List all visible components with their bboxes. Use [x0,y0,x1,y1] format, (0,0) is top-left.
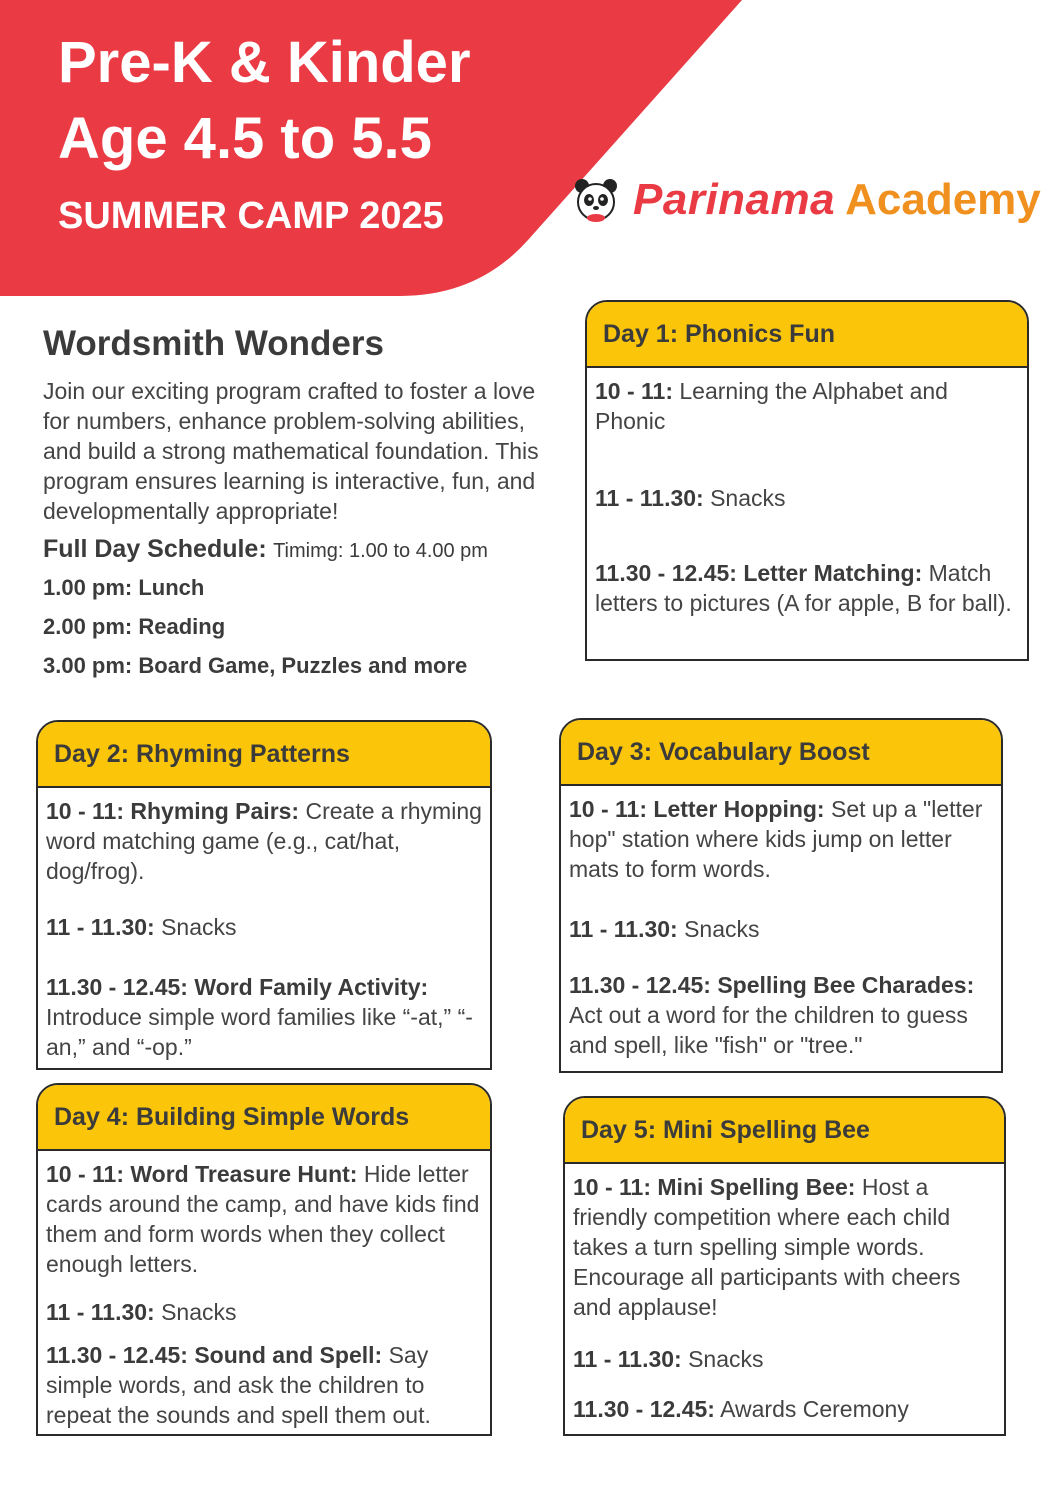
entry-time: 10 - 11: [46,798,124,824]
schedule-item: 3.00 pm: Board Game, Puzzles and more [43,653,468,678]
intro-section [43,322,543,685]
header-title-line2: Age 4.5 to 5.5 [58,106,432,171]
entry-time: 11 - 11.30: [595,485,704,511]
logo-word-parinama: Parinama [633,175,836,224]
entry-text: Hide letter cards around the camp, and have kids find them and form words when they collect enough letters. [46,1161,480,1277]
entry-time: 10 - 11: [573,1174,651,1200]
day-card-4 [36,1083,492,1436]
schedule-entry [595,558,1019,618]
entry-activity: Rhyming Pairs: [130,798,300,824]
day-card-1 [585,300,1029,661]
entry-time: 10 - 11: [569,796,647,822]
entry-time: 11 - 11.30: [573,1346,682,1372]
entry-text: Snacks [684,916,760,942]
schedule-entry [46,1297,482,1327]
day-card-3 [559,718,1003,1073]
entry-text: Host a friendly competition where each child takes a turn spelling simple words. Encourage all participants with cheers and applause! [573,1174,961,1320]
day-card-title: Day 1: Phonics Fun [587,302,1027,368]
entry-time: 11 - 11.30: [46,1299,155,1325]
entry-time: 11.30 - 12.45: [573,1396,715,1422]
header-subtitle: SUMMER CAMP 2025 [58,195,444,237]
entry-text: Create a rhyming word matching game (e.g., cat/hat, dog/frog). [46,798,482,884]
entry-activity: Letter Hopping: [653,796,825,822]
schedule-timing: Timimg: 1.00 to 4.00 pm [273,540,488,562]
schedule-heading [43,532,543,568]
entry-text: Learning the Alphabet and Phonic [595,378,948,434]
entry-text: Snacks [710,485,786,511]
schedule-item: 1.00 pm: Lunch [43,575,205,600]
entry-time: 11.30 - 12.45: [569,972,711,998]
entry-text: Snacks [161,914,237,940]
entry-text: Awards Ceremony [720,1396,909,1422]
entry-text: Snacks [688,1346,764,1372]
logo-word-academy: Academy [845,175,1041,224]
day-card-2 [36,720,492,1070]
panda-icon [573,177,619,223]
header-title-line1: Pre-K & Kinder [58,30,471,95]
entry-text: Match letters to pictures (A for apple, B for ball). [595,560,1012,616]
intro-description: Join our exciting program crafted to foster a love for numbers, enhance problem-solving abilities, and build a strong mathematical foundation. This program ensures learning is interactive, fun, and developmentally appropriate! [43,378,539,524]
day-card-title: Day 2: Rhyming Patterns [38,722,490,788]
entry-text: Act out a word for the children to guess and spell, like "fish" or "tree." [569,1002,968,1058]
entry-activity: Mini Spelling Bee: [657,1174,856,1200]
schedule-label: Full Day Schedule: [43,535,267,563]
entry-time: 11.30 - 12.45: [595,560,737,586]
entry-text: Snacks [161,1299,237,1325]
schedule-entry [46,796,482,886]
schedule-entry [595,376,1019,436]
schedule-item: 2.00 pm: Reading [43,614,226,639]
entry-text: Introduce simple word families like “-at,” “-an,” and “-op.” [46,1004,473,1060]
entry-text: Set up a "letter hop" station where kids jump on letter mats to form words. [569,796,983,882]
schedule-entry [569,794,993,884]
logo [573,172,1041,228]
schedule-entry [569,914,993,944]
schedule-entry [573,1344,996,1374]
schedule-entry [569,970,993,1060]
entry-time: 11.30 - 12.45: [46,974,188,1000]
intro-title: Wordsmith Wonders [43,324,384,363]
day-card-5 [563,1096,1006,1436]
entry-activity: Sound and Spell: [194,1342,383,1368]
entry-time: 11 - 11.30: [569,916,678,942]
day-card-title: Day 3: Vocabulary Boost [561,720,1001,786]
schedule-entry [595,483,1019,513]
entry-activity: Spelling Bee Charades: [717,972,975,998]
schedule-entry [46,972,482,1062]
schedule-entry [46,1159,482,1279]
schedule-entry [573,1394,996,1424]
schedule-entry [46,1340,482,1430]
entry-time: 10 - 11: [46,1161,124,1187]
day-card-title: Day 5: Mini Spelling Bee [565,1098,1004,1164]
schedule-entry [573,1172,996,1322]
entry-time: 11 - 11.30: [46,914,155,940]
entry-time: 11.30 - 12.45: [46,1342,188,1368]
day-card-title: Day 4: Building Simple Words [38,1085,490,1151]
entry-text: Say simple words, and ask the children to repeat the sounds and spell them out. [46,1342,431,1428]
schedule-entry [46,912,482,942]
entry-activity: Word Treasure Hunt: [130,1161,358,1187]
entry-activity: Letter Matching: [743,560,923,586]
entry-activity: Word Family Activity: [194,974,429,1000]
entry-time: 10 - 11: [595,378,673,404]
